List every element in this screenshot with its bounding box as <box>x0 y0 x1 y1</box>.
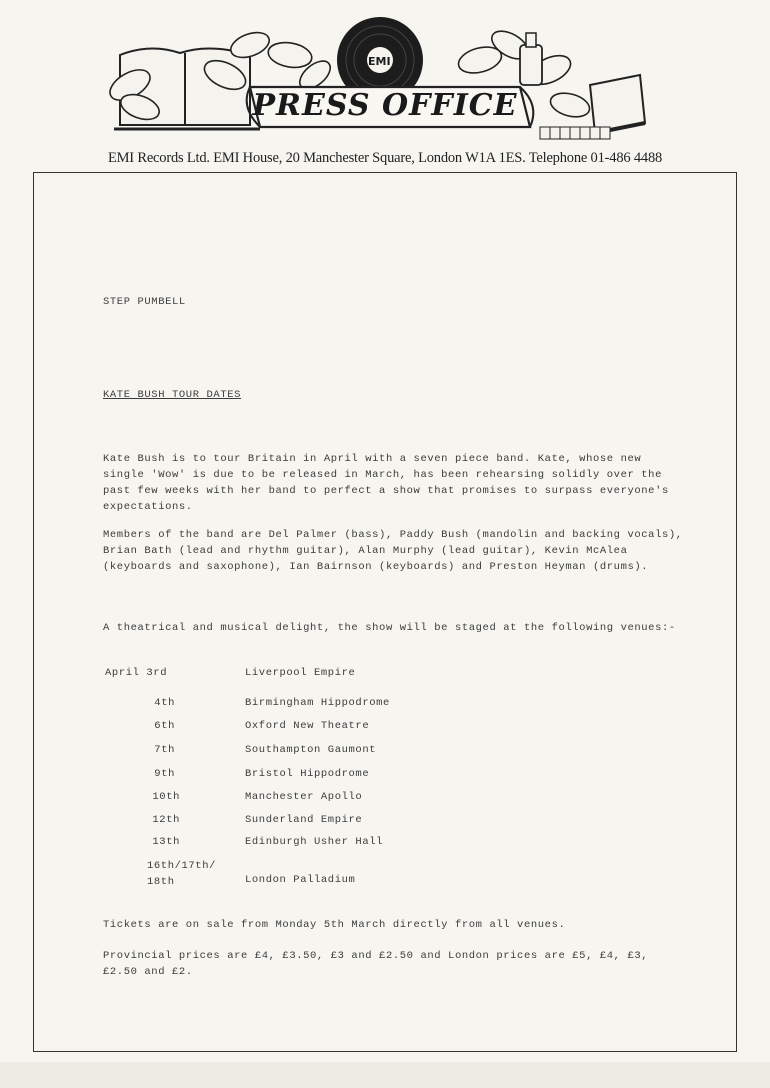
tour-date: 10th <box>152 791 180 803</box>
tour-row <box>105 814 505 832</box>
letter-heading: KATE BUSH TOUR DATES <box>103 389 242 401</box>
tour-date: 16th/17th/ 18th <box>147 860 217 888</box>
tour-date: 6th <box>154 720 175 732</box>
tour-row <box>105 667 505 685</box>
tour-row <box>105 791 505 809</box>
paragraph-intro: Kate Bush is to tour Britain in April with a seven piece band. Kate, whose new single 'Wow' is due to be released in March, has been rehearsing solidly over the past few weeks with her band to perfect a show that promises to surpass everyone's expectations. <box>103 453 669 513</box>
press-office-logo <box>100 15 660 150</box>
tour-row <box>105 720 505 738</box>
author-name: STEP PUMBELL <box>103 296 186 308</box>
tour-venue: Manchester Apollo <box>245 791 363 803</box>
tour-date: April 3rd <box>105 667 168 679</box>
tour-row <box>105 768 505 786</box>
tour-venue: London Palladium <box>245 874 356 886</box>
tour-row <box>105 836 505 854</box>
tour-venue: Oxford New Theatre <box>245 720 370 732</box>
emi-mark: EMI <box>368 55 391 68</box>
tour-date: 4th <box>154 697 175 709</box>
paragraph-venues-intro: A theatrical and musical delight, the show will be staged at the following venues:- <box>103 622 676 634</box>
tour-date: 12th <box>152 814 180 826</box>
tour-venue: Birmingham Hippodrome <box>245 697 390 709</box>
tour-venue: Southampton Gaumont <box>245 744 377 756</box>
paragraph-tickets: Tickets are on sale from Monday 5th March directly from all venues. <box>103 919 566 931</box>
tour-row <box>105 858 505 892</box>
tour-venue: Bristol Hippodrome <box>245 768 370 780</box>
tour-row <box>105 697 505 715</box>
logo-title: PRESS OFFICE <box>252 88 518 123</box>
tour-date: 9th <box>154 768 175 780</box>
tour-venue: Liverpool Empire <box>245 667 356 679</box>
tour-date: 7th <box>154 744 175 756</box>
company-address: EMI Records Ltd. EMI House, 20 Manchester Square, London W1A 1ES. Telephone 01-486 4488 <box>107 150 663 166</box>
letterhead <box>0 0 770 180</box>
tour-venue: Edinburgh Usher Hall <box>245 836 384 848</box>
page-bottom-edge <box>0 1062 770 1088</box>
tour-date: 13th <box>152 836 180 848</box>
tour-venue: Sunderland Empire <box>245 814 363 826</box>
paragraph-band-members: Members of the band are Del Palmer (bass), Paddy Bush (mandolin and backing vocals), Brian Bath (lead and rhythm guitar), Alan Murphy (lead guitar), Kevin McAlea (keyboards and saxophone), Ian Bairnson (keyboards) and Preston Heyman (drums). <box>103 529 683 573</box>
tour-row <box>105 744 505 762</box>
paragraph-prices: Provincial prices are £4, £3.50, £3 and £2.50 and London prices are £5, £4, £3, £2.50 and £2. <box>103 950 649 978</box>
